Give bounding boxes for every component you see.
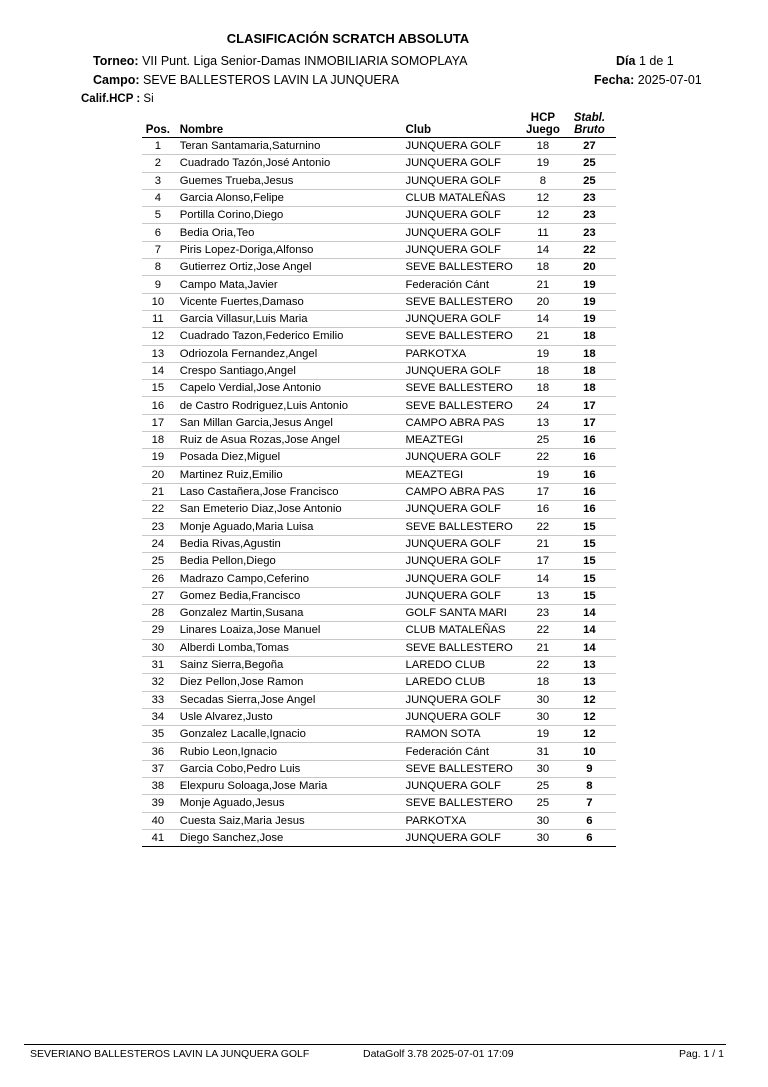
cell-score: 8 (563, 777, 616, 794)
cell-pos: 26 (142, 570, 174, 587)
footer-divider (24, 1044, 726, 1045)
cell-pos: 41 (142, 829, 174, 846)
cell-score: 19 (563, 276, 616, 293)
cell-name: Gutierrez Ortiz,Jose Angel (174, 259, 406, 276)
cell-score: 15 (563, 553, 616, 570)
cell-pos: 27 (142, 587, 174, 604)
cell-name: San Emeterio Diaz,Jose Antonio (174, 501, 406, 518)
cell-hcp: 16 (523, 501, 563, 518)
cell-score: 15 (563, 570, 616, 587)
cell-hcp: 21 (523, 639, 563, 656)
cell-club: JUNQUERA GOLF (405, 138, 523, 155)
cell-name: de Castro Rodriguez,Luis Antonio (174, 397, 406, 414)
cell-score: 12 (563, 726, 616, 743)
cell-hcp: 25 (523, 795, 563, 812)
cell-pos: 7 (142, 241, 174, 258)
table-row (142, 812, 616, 829)
table-row (142, 328, 616, 345)
col-pos-header: Pos. (142, 112, 174, 138)
cell-score: 14 (563, 605, 616, 622)
cell-hcp: 24 (523, 397, 563, 414)
cell-name: Posada Diez,Miguel (174, 449, 406, 466)
cell-pos: 17 (142, 414, 174, 431)
cell-score: 16 (563, 483, 616, 500)
cell-pos: 40 (142, 812, 174, 829)
footer-software: DataGolf 3.78 2025-07-01 17:09 (363, 1048, 514, 1060)
cell-club: SEVE BALLESTERO (405, 259, 523, 276)
cell-pos: 21 (142, 483, 174, 500)
cell-club: PARKOTXA (405, 812, 523, 829)
cell-hcp: 30 (523, 708, 563, 725)
cell-score: 23 (563, 207, 616, 224)
cell-score: 15 (563, 587, 616, 604)
table-row (142, 795, 616, 812)
cell-hcp: 12 (523, 189, 563, 206)
cell-club: PARKOTXA (405, 345, 523, 362)
cell-club: JUNQUERA GOLF (405, 155, 523, 172)
cell-pos: 6 (142, 224, 174, 241)
cell-name: Elexpuru Soloaga,Jose Maria (174, 777, 406, 794)
cell-score: 9 (563, 760, 616, 777)
cell-name: Monje Aguado,Jesus (174, 795, 406, 812)
table-row (142, 293, 616, 310)
cell-pos: 35 (142, 726, 174, 743)
cell-club: MEAZTEGI (405, 432, 523, 449)
cell-score: 6 (563, 812, 616, 829)
table-row (142, 518, 616, 535)
cell-hcp: 20 (523, 293, 563, 310)
cell-name: Guemes Trueba,Jesus (174, 172, 406, 189)
cell-pos: 34 (142, 708, 174, 725)
cell-club: Federación Cánt (405, 276, 523, 293)
fecha-line (594, 73, 702, 87)
cell-hcp: 14 (523, 310, 563, 327)
table-row (142, 829, 616, 846)
table-row (142, 259, 616, 276)
calif-value: Si (143, 93, 154, 105)
cell-name: Madrazo Campo,Ceferino (174, 570, 406, 587)
cell-club: JUNQUERA GOLF (405, 535, 523, 552)
cell-pos: 15 (142, 380, 174, 397)
table-row (142, 743, 616, 760)
table-row (142, 345, 616, 362)
table-row (142, 155, 616, 172)
cell-name: Cuadrado Tazón,José Antonio (174, 155, 406, 172)
cell-score: 17 (563, 397, 616, 414)
cell-name: Cuesta Saiz,Maria Jesus (174, 812, 406, 829)
cell-name: Ruiz de Asua Rozas,Jose Angel (174, 432, 406, 449)
cell-score: 18 (563, 345, 616, 362)
cell-name: Laso Castañera,Jose Francisco (174, 483, 406, 500)
cell-club: MEAZTEGI (405, 466, 523, 483)
table-row (142, 276, 616, 293)
cell-pos: 14 (142, 362, 174, 379)
cell-hcp: 25 (523, 432, 563, 449)
cell-pos: 28 (142, 605, 174, 622)
cell-club: JUNQUERA GOLF (405, 777, 523, 794)
cell-score: 16 (563, 449, 616, 466)
table-row (142, 726, 616, 743)
cell-pos: 3 (142, 172, 174, 189)
cell-name: Odriozola Fernandez,Angel (174, 345, 406, 362)
cell-club: SEVE BALLESTERO (405, 518, 523, 535)
dia-label: Día (616, 54, 636, 68)
cell-pos: 13 (142, 345, 174, 362)
cell-club: GOLF SANTA MARI (405, 605, 523, 622)
cell-score: 14 (563, 639, 616, 656)
table-row (142, 380, 616, 397)
cell-hcp: 17 (523, 483, 563, 500)
cell-score: 19 (563, 293, 616, 310)
table-row (142, 760, 616, 777)
cell-hcp: 19 (523, 726, 563, 743)
cell-name: Rubio Leon,Ignacio (174, 743, 406, 760)
cell-club: SEVE BALLESTERO (405, 380, 523, 397)
cell-pos: 11 (142, 310, 174, 327)
cell-name: Linares Loaiza,Jose Manuel (174, 622, 406, 639)
table-row (142, 189, 616, 206)
campo-line (93, 73, 399, 87)
cell-club: SEVE BALLESTERO (405, 795, 523, 812)
cell-name: Alberdi Lomba,Tomas (174, 639, 406, 656)
col-score-header-line2: Bruto (574, 124, 605, 136)
cell-name: Piris Lopez-Doriga,Alfonso (174, 241, 406, 258)
cell-score: 15 (563, 518, 616, 535)
cell-name: Gonzalez Lacalle,Ignacio (174, 726, 406, 743)
cell-score: 6 (563, 829, 616, 846)
table-row (142, 138, 616, 155)
cell-club: JUNQUERA GOLF (405, 587, 523, 604)
cell-pos: 36 (142, 743, 174, 760)
table-row (142, 449, 616, 466)
col-score-header-line1: Stabl. (573, 112, 606, 124)
cell-score: 25 (563, 172, 616, 189)
cell-hcp: 23 (523, 605, 563, 622)
footer-club: SEVERIANO BALLESTEROS LAVIN LA JUNQUERA GOLF (30, 1048, 310, 1060)
cell-club: JUNQUERA GOLF (405, 829, 523, 846)
cell-hcp: 13 (523, 587, 563, 604)
cell-hcp: 30 (523, 760, 563, 777)
cell-pos: 33 (142, 691, 174, 708)
cell-pos: 4 (142, 189, 174, 206)
table-row (142, 674, 616, 691)
cell-pos: 5 (142, 207, 174, 224)
campo-label: Campo: (93, 73, 140, 87)
cell-name: Campo Mata,Javier (174, 276, 406, 293)
cell-pos: 9 (142, 276, 174, 293)
cell-club: CAMPO ABRA PAS (405, 483, 523, 500)
col-name-header: Nombre (174, 112, 406, 138)
cell-hcp: 14 (523, 570, 563, 587)
cell-hcp: 12 (523, 207, 563, 224)
cell-hcp: 30 (523, 812, 563, 829)
cell-score: 16 (563, 501, 616, 518)
cell-name: Martinez Ruiz,Emilio (174, 466, 406, 483)
cell-pos: 30 (142, 639, 174, 656)
cell-pos: 25 (142, 553, 174, 570)
table-row (142, 310, 616, 327)
table-row (142, 535, 616, 552)
table-row (142, 432, 616, 449)
cell-score: 7 (563, 795, 616, 812)
cell-score: 13 (563, 674, 616, 691)
cell-hcp: 14 (523, 241, 563, 258)
cell-pos: 19 (142, 449, 174, 466)
cell-score: 12 (563, 708, 616, 725)
cell-club: SEVE BALLESTERO (405, 293, 523, 310)
cell-score: 20 (563, 259, 616, 276)
cell-score: 14 (563, 622, 616, 639)
table-row (142, 397, 616, 414)
cell-club: SEVE BALLESTERO (405, 760, 523, 777)
table-row (142, 639, 616, 656)
torneo-value: VII Punt. Liga Senior-Damas INMOBILIARIA SOMOPLAYA (142, 54, 468, 68)
cell-club: JUNQUERA GOLF (405, 207, 523, 224)
cell-score: 13 (563, 656, 616, 673)
footer-page: Pag. 1 / 1 (679, 1048, 724, 1060)
cell-club: JUNQUERA GOLF (405, 449, 523, 466)
table-row (142, 172, 616, 189)
col-hcp-header-line2: Juego (525, 124, 560, 136)
cell-name: Bedia Oria,Teo (174, 224, 406, 241)
cell-hcp: 19 (523, 466, 563, 483)
table-row (142, 570, 616, 587)
cell-hcp: 18 (523, 380, 563, 397)
campo-value: SEVE BALLESTEROS LAVIN LA JUNQUERA (143, 73, 400, 87)
table-row (142, 483, 616, 500)
cell-pos: 24 (142, 535, 174, 552)
table-row (142, 777, 616, 794)
cell-hcp: 18 (523, 362, 563, 379)
cell-hcp: 18 (523, 259, 563, 276)
table-row (142, 241, 616, 258)
cell-hcp: 18 (523, 674, 563, 691)
cell-name: Portilla Corino,Diego (174, 207, 406, 224)
table-row (142, 622, 616, 639)
cell-name: Cuadrado Tazon,Federico Emilio (174, 328, 406, 345)
cell-hcp: 17 (523, 553, 563, 570)
cell-pos: 16 (142, 397, 174, 414)
cell-name: Garcia Villasur,Luis Maria (174, 310, 406, 327)
cell-hcp: 13 (523, 414, 563, 431)
col-score-header (563, 112, 616, 138)
cell-name: Sainz Sierra,Begoña (174, 656, 406, 673)
cell-hcp: 18 (523, 138, 563, 155)
table-row (142, 224, 616, 241)
cell-name: Diego Sanchez,Jose (174, 829, 406, 846)
cell-club: JUNQUERA GOLF (405, 708, 523, 725)
calif-label: Calif.HCP : (81, 93, 141, 105)
col-hcp-header (523, 112, 563, 138)
cell-hcp: 22 (523, 622, 563, 639)
cell-hcp: 19 (523, 345, 563, 362)
cell-score: 12 (563, 691, 616, 708)
cell-score: 22 (563, 241, 616, 258)
cell-hcp: 22 (523, 518, 563, 535)
cell-score: 19 (563, 310, 616, 327)
cell-club: JUNQUERA GOLF (405, 310, 523, 327)
fecha-value: 2025-07-01 (637, 73, 702, 87)
cell-score: 16 (563, 432, 616, 449)
cell-hcp: 21 (523, 328, 563, 345)
cell-hcp: 19 (523, 155, 563, 172)
table-row (142, 207, 616, 224)
cell-score: 18 (563, 328, 616, 345)
table-row (142, 362, 616, 379)
cell-pos: 22 (142, 501, 174, 518)
cell-pos: 38 (142, 777, 174, 794)
torneo-line (93, 54, 467, 68)
cell-club: JUNQUERA GOLF (405, 172, 523, 189)
table-row (142, 656, 616, 673)
cell-name: Monje Aguado,Maria Luisa (174, 518, 406, 535)
cell-pos: 18 (142, 432, 174, 449)
cell-club: SEVE BALLESTERO (405, 639, 523, 656)
cell-pos: 10 (142, 293, 174, 310)
table-row (142, 501, 616, 518)
table-header-row (142, 112, 616, 138)
table-row (142, 605, 616, 622)
cell-name: Vicente Fuertes,Damaso (174, 293, 406, 310)
page-title: CLASIFICACIÓN SCRATCH ABSOLUTA (226, 31, 470, 46)
cell-hcp: 22 (523, 656, 563, 673)
cell-pos: 23 (142, 518, 174, 535)
table-row (142, 587, 616, 604)
cell-pos: 1 (142, 138, 174, 155)
cell-club: CLUB MATALEÑAS (405, 189, 523, 206)
cell-club: RAMON SOTA (405, 726, 523, 743)
cell-pos: 37 (142, 760, 174, 777)
cell-hcp: 30 (523, 691, 563, 708)
table-row (142, 466, 616, 483)
table-row (142, 708, 616, 725)
cell-score: 15 (563, 535, 616, 552)
cell-pos: 29 (142, 622, 174, 639)
cell-name: Gonzalez Martin,Susana (174, 605, 406, 622)
cell-score: 10 (563, 743, 616, 760)
cell-score: 18 (563, 380, 616, 397)
fecha-label: Fecha: (594, 73, 635, 87)
cell-hcp: 22 (523, 449, 563, 466)
cell-score: 23 (563, 189, 616, 206)
cell-club: LAREDO CLUB (405, 656, 523, 673)
cell-club: LAREDO CLUB (405, 674, 523, 691)
cell-pos: 39 (142, 795, 174, 812)
cell-club: SEVE BALLESTERO (405, 328, 523, 345)
cell-pos: 8 (142, 259, 174, 276)
cell-pos: 12 (142, 328, 174, 345)
cell-name: Teran Santamaria,Saturnino (174, 138, 406, 155)
cell-name: Usle Alvarez,Justo (174, 708, 406, 725)
cell-score: 27 (563, 138, 616, 155)
cell-name: Diez Pellon,Jose Ramon (174, 674, 406, 691)
cell-hcp: 21 (523, 276, 563, 293)
cell-score: 16 (563, 466, 616, 483)
cell-score: 25 (563, 155, 616, 172)
col-hcp-header-line1: HCP (530, 112, 556, 124)
col-club-header: Club (405, 112, 523, 138)
cell-score: 18 (563, 362, 616, 379)
cell-club: Federación Cánt (405, 743, 523, 760)
cell-pos: 2 (142, 155, 174, 172)
cell-hcp: 25 (523, 777, 563, 794)
cell-name: Secadas Sierra,Jose Angel (174, 691, 406, 708)
cell-pos: 32 (142, 674, 174, 691)
cell-club: CLUB MATALEÑAS (405, 622, 523, 639)
cell-club: JUNQUERA GOLF (405, 570, 523, 587)
cell-name: Gomez Bedia,Francisco (174, 587, 406, 604)
cell-name: Garcia Cobo,Pedro Luis (174, 760, 406, 777)
cell-pos: 20 (142, 466, 174, 483)
cell-name: San Millan Garcia,Jesus Angel (174, 414, 406, 431)
cell-name: Bedia Pellon,Diego (174, 553, 406, 570)
cell-club: JUNQUERA GOLF (405, 553, 523, 570)
cell-score: 17 (563, 414, 616, 431)
table-row (142, 691, 616, 708)
results-table (142, 112, 616, 847)
cell-name: Bedia Rivas,Agustin (174, 535, 406, 552)
cell-hcp: 21 (523, 535, 563, 552)
cell-club: JUNQUERA GOLF (405, 691, 523, 708)
calif-line (81, 93, 154, 105)
cell-score: 23 (563, 224, 616, 241)
dia-line (616, 54, 674, 68)
cell-club: JUNQUERA GOLF (405, 362, 523, 379)
cell-hcp: 8 (523, 172, 563, 189)
cell-hcp: 31 (523, 743, 563, 760)
cell-club: JUNQUERA GOLF (405, 501, 523, 518)
cell-name: Garcia Alonso,Felipe (174, 189, 406, 206)
cell-hcp: 30 (523, 829, 563, 846)
cell-club: JUNQUERA GOLF (405, 224, 523, 241)
cell-hcp: 11 (523, 224, 563, 241)
cell-pos: 31 (142, 656, 174, 673)
cell-club: JUNQUERA GOLF (405, 241, 523, 258)
cell-name: Capelo Verdial,Jose Antonio (174, 380, 406, 397)
cell-club: CAMPO ABRA PAS (405, 414, 523, 431)
cell-name: Crespo Santiago,Angel (174, 362, 406, 379)
torneo-label: Torneo: (93, 54, 139, 68)
table-row (142, 553, 616, 570)
dia-value: 1 de 1 (638, 54, 674, 68)
table-row (142, 414, 616, 431)
cell-club: SEVE BALLESTERO (405, 397, 523, 414)
